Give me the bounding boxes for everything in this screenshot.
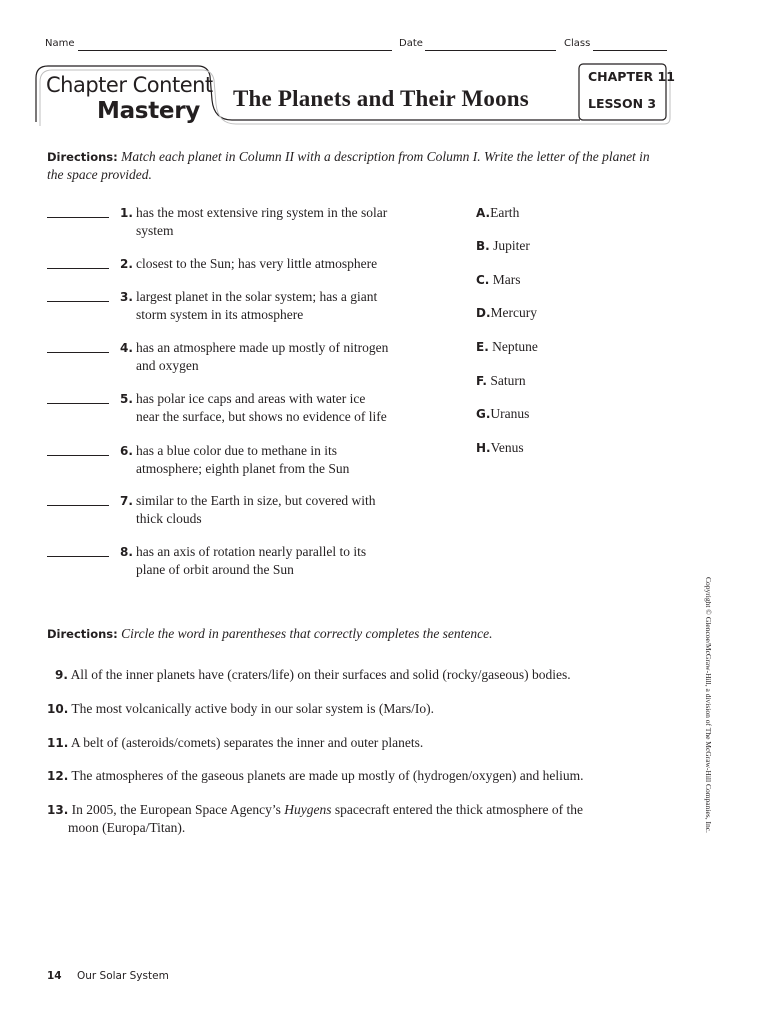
item-description: has an axis of rotation nearly parallel to its plane of orbit around the Sun	[136, 544, 367, 577]
choice-item: H.Venus	[476, 440, 524, 455]
answer-blank-5[interactable]	[47, 403, 109, 404]
item-description: has the most extensive ring system in the solar system	[136, 205, 388, 238]
date-label: Date	[399, 38, 423, 49]
choice-item: C. Mars	[476, 272, 521, 287]
item-number: 3.	[120, 290, 133, 304]
page-footer	[47, 970, 169, 982]
answer-blank-4[interactable]	[47, 352, 109, 353]
choice-item: E. Neptune	[476, 339, 538, 354]
feature-title-top: Chapter Content	[46, 73, 213, 97]
directions-lead: Directions:	[47, 627, 118, 641]
item-description: has an atmosphere made up mostly of nitrogen and oxygen	[136, 340, 389, 373]
worksheet-title: The Planets and Their Moons	[233, 86, 529, 111]
unit-title: Our Solar System	[76, 970, 169, 982]
item-description: has polar ice caps and areas with water ice near the surface, but shows no evidence of life	[136, 391, 387, 424]
answer-blank-1[interactable]	[47, 217, 109, 218]
class-label: Class	[564, 38, 591, 49]
item-number: 6.	[120, 444, 133, 458]
question-13: 13. In 2005, the European Space Agency’s Huygens spacecraft entered the thick atmosphere of the moon (Europa/Titan).	[47, 802, 583, 835]
chapter-label: CHAPTER 11	[588, 69, 675, 84]
directions-text: Circle the word in parentheses that correctly completes the sentence.	[121, 626, 493, 641]
lesson-label: LESSON 3	[588, 96, 657, 111]
name-label: Name	[45, 38, 75, 49]
answer-blank-7[interactable]	[47, 505, 109, 506]
item-description: similar to the Earth in size, but covered with thick clouds	[136, 493, 376, 526]
item-description: largest planet in the solar system; has a giant storm system in its atmosphere	[136, 289, 378, 322]
feature-title-bottom: Mastery	[97, 98, 200, 124]
item-description: closest to the Sun; has very little atmosphere	[136, 256, 378, 271]
item-description: has a blue color due to methane in its atmosphere; eighth planet from the Sun	[136, 443, 350, 476]
question-11: 11. A belt of (asteroids/comets) separates the inner and outer planets.	[47, 735, 424, 750]
matching-directions	[47, 148, 667, 184]
choice-item: D.Mercury	[476, 305, 538, 320]
item-number: 7.	[120, 494, 133, 508]
choice-item: A.Earth	[476, 205, 520, 220]
item-number: 2.	[120, 257, 133, 271]
item-number: 8.	[120, 545, 133, 559]
question-12: 12. The atmospheres of the gaseous planets are made up mostly of (hydrogen/oxygen) and helium.	[47, 768, 584, 783]
item-number: 4.	[120, 341, 133, 355]
directions-text: Match each planet in Column II with a description from Column I. Write the letter of the planet in the space provided.	[47, 149, 650, 182]
question-10: 10. The most volcanically active body in our solar system is (Mars/Io).	[47, 701, 434, 716]
copyright-notice: Copyright © Glencoe/McGraw-Hill, a division of The McGraw-Hill Companies, Inc.	[704, 577, 713, 833]
question-9: 9. All of the inner planets have (craters/life) on their surfaces and solid (rocky/gaseous) bodies.	[55, 667, 571, 682]
directions-lead: Directions:	[47, 150, 118, 164]
choice-item: B. Jupiter	[476, 238, 530, 253]
page-number: 14	[47, 970, 62, 982]
item-number: 1.	[120, 206, 133, 220]
answer-blank-8[interactable]	[47, 556, 109, 557]
answer-blank-3[interactable]	[47, 301, 109, 302]
answer-blank-6[interactable]	[47, 455, 109, 456]
choice-item: F. Saturn	[476, 373, 526, 388]
choice-item: G.Uranus	[476, 406, 530, 421]
item-number: 5.	[120, 392, 133, 406]
answer-blank-2[interactable]	[47, 268, 109, 269]
circle-directions	[47, 625, 667, 643]
